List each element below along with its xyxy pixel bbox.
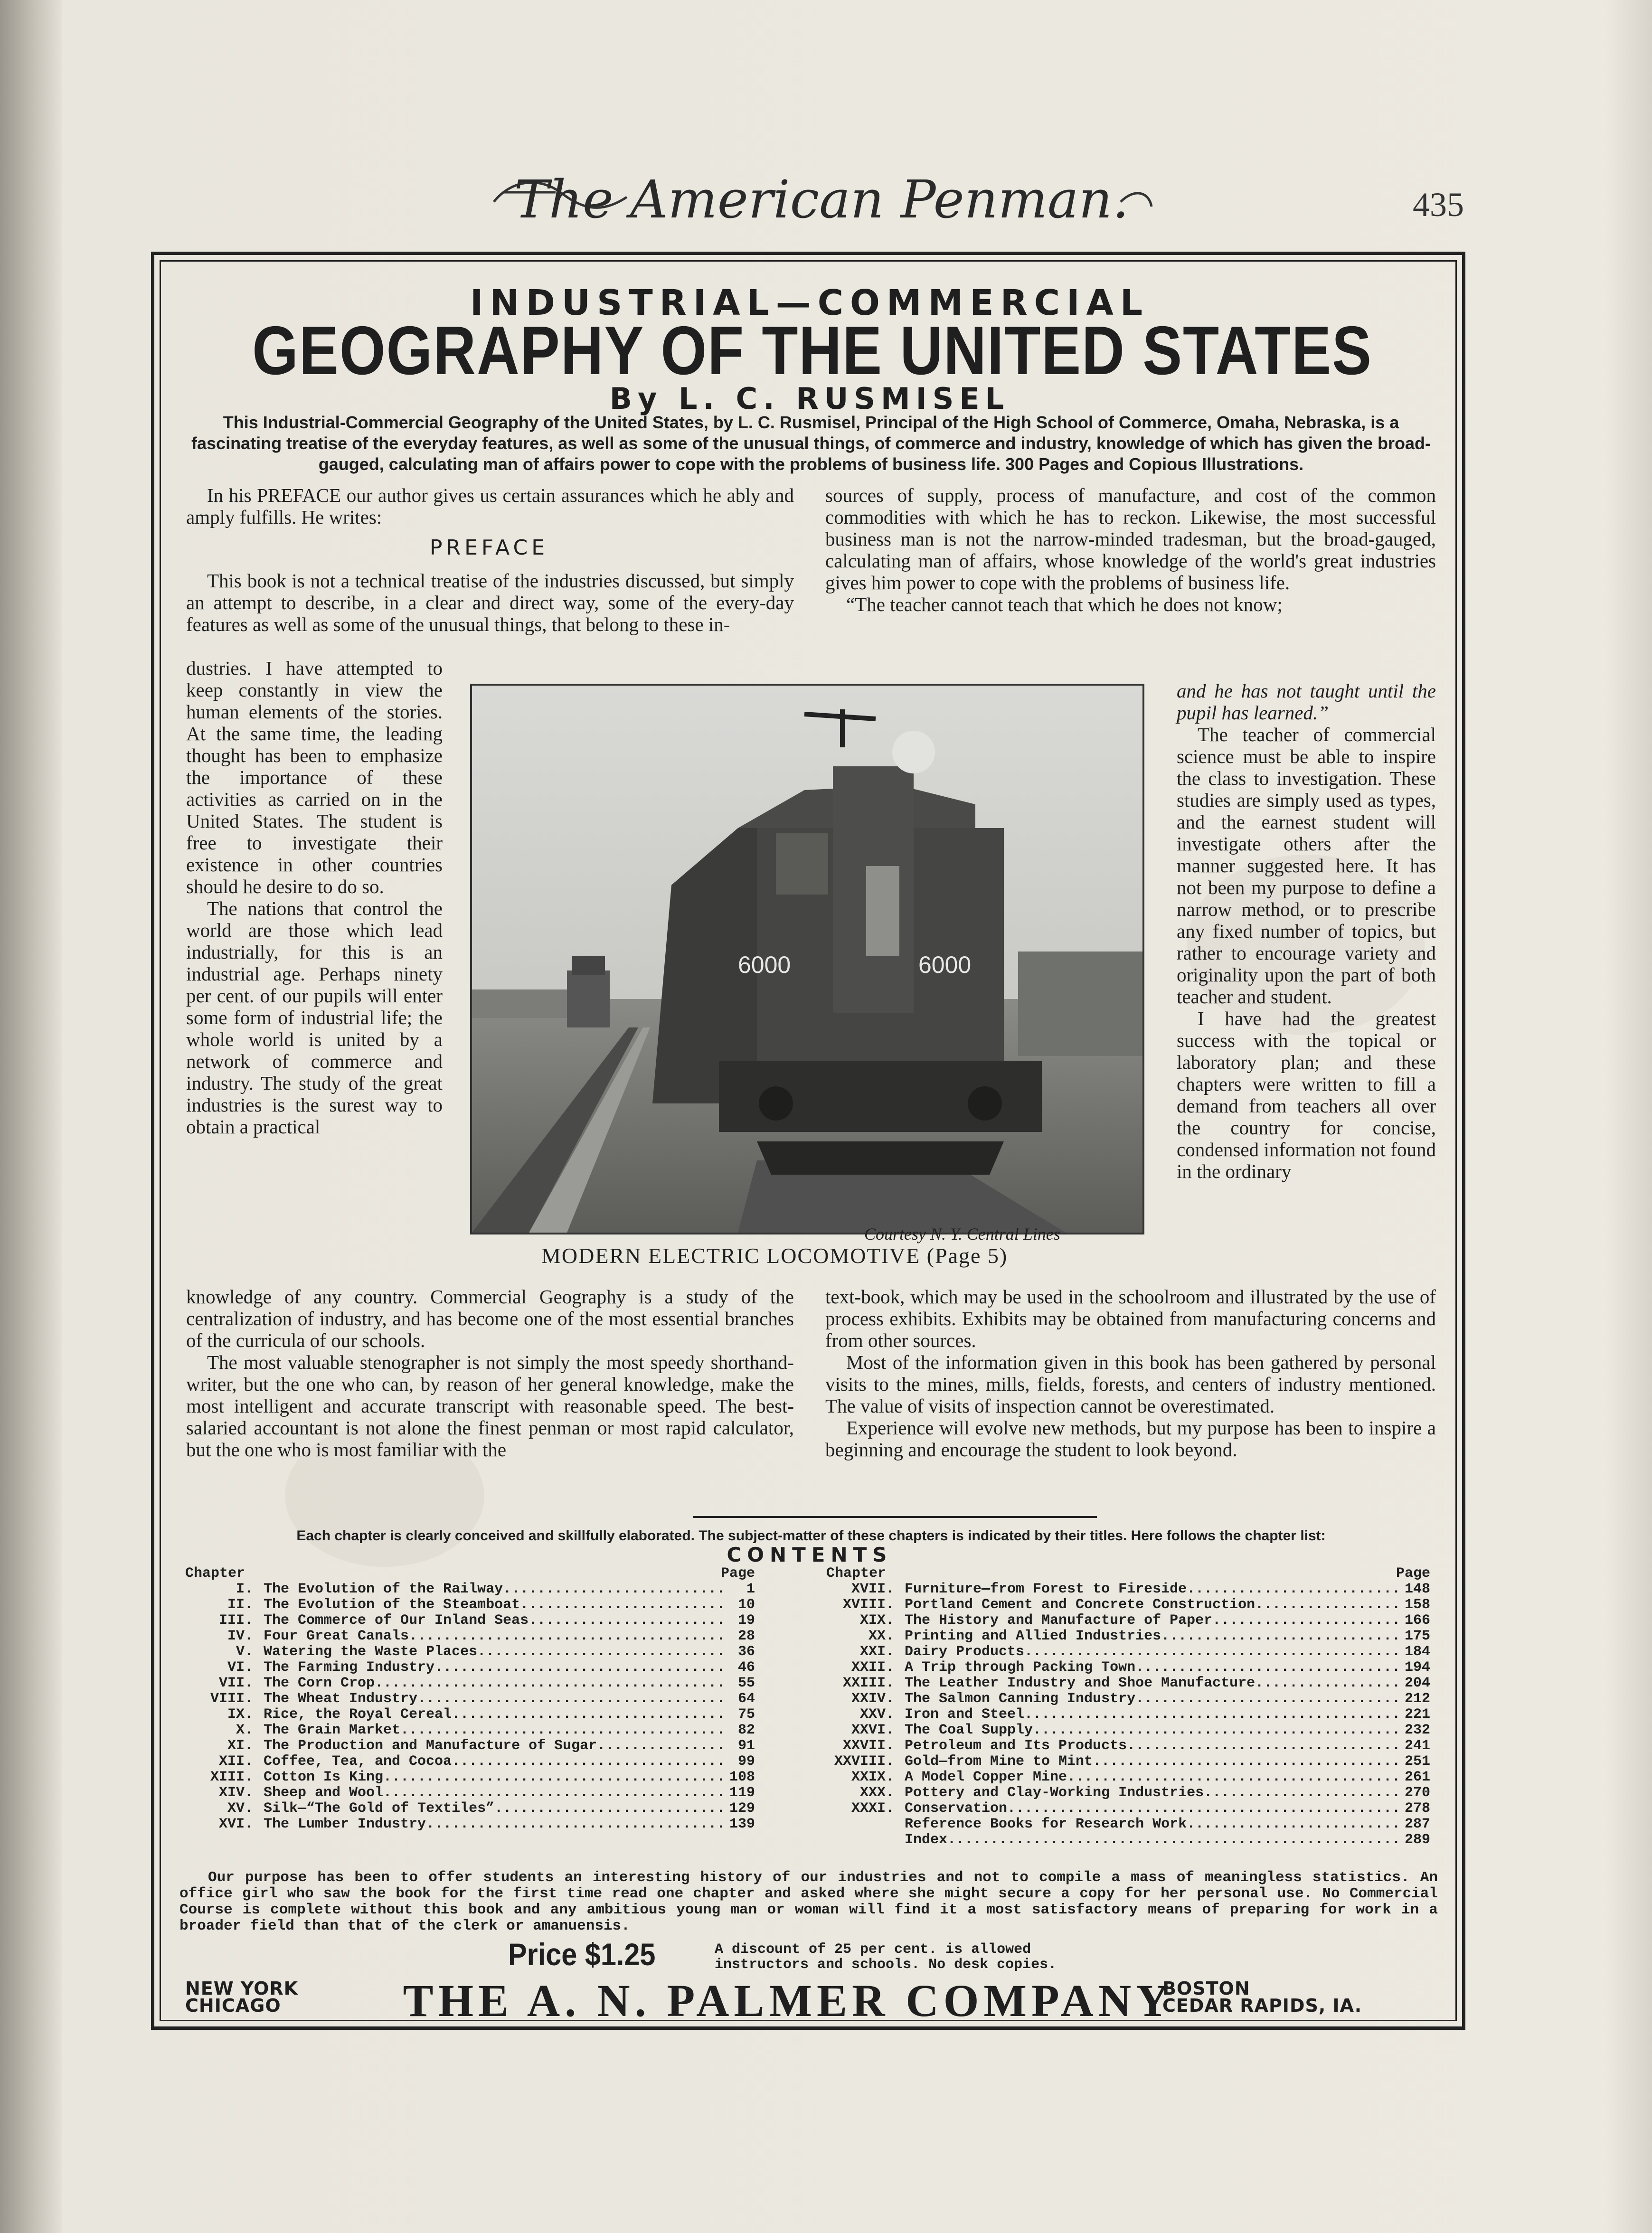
chapter-title: Printing and Allied Industries [905,1628,1161,1644]
chapter-title: The Coal Supply [905,1722,1033,1738]
masthead-title: The American Penman. [514,169,1129,230]
chapter-page: 175 [1404,1628,1430,1644]
toc-row [185,1644,755,1660]
chapter-page: 241 [1404,1738,1430,1754]
toc-row [826,1801,1430,1817]
dot-leader [1127,1738,1402,1754]
toc-row [185,1723,755,1738]
chapter-page: 75 [737,1706,755,1723]
chapter-number: XI. [227,1738,253,1754]
chapter-number: III. [218,1612,253,1629]
chapter-title: The Grain Market [264,1722,401,1738]
chapter-title: The Leather Industry and Shoe Manufacture [905,1675,1256,1691]
chapter-title: The Corn Crop [264,1675,375,1691]
dot-leader [1255,1676,1402,1691]
chapter-number: XIII. [210,1769,253,1785]
toc-row [185,1597,755,1613]
chapter-title: Coffee, Tea, and Cocoa [264,1753,452,1770]
city-boston: BOSTON [1162,1978,1250,1999]
chapter-page: 28 [737,1628,755,1644]
right-bottom-para3: Experience will evolve new methods, but my purpose has been to inspire a beginning and encourage the student to look beyond. [825,1417,1436,1460]
chapter-page: 232 [1404,1722,1430,1738]
chapter-title: The Commerce of Our Inland Seas [264,1612,529,1629]
dot-leader [383,1785,727,1801]
loco-number-left: 6000 [738,952,791,978]
toc-row [185,1660,755,1676]
chapter-number: XV. [227,1800,253,1817]
toc-row [185,1676,755,1691]
chapter-title: Dairy Products [905,1644,1025,1660]
city-cedar-rapids: CEDAR RAPIDS, IA. [1162,1995,1362,2016]
toc-row [826,1707,1430,1723]
toc-row [826,1738,1430,1754]
chapter-title: The Farming Industry [264,1659,435,1676]
toc-row [826,1691,1430,1707]
chapter-page: 148 [1404,1581,1430,1597]
chapter-title: The Production and Manufacture of Sugar [264,1738,597,1754]
right-bottom-block [825,1286,1436,1460]
chapter-number: XXV. [859,1706,894,1723]
toc-row [826,1660,1430,1676]
left-top-text [186,484,794,528]
chapter-title: Four Great Canals [264,1628,409,1644]
chapter-title: Portland Cement and Concrete Construction [905,1597,1256,1613]
photo-caption: MODERN ELECTRIC LOCOMOTIVE (Page 5) [541,1244,1008,1268]
dot-leader [477,1644,727,1660]
left-para1: This book is not a technical treatise of the industries discussed, but simply an attempt to describe, in a clear and direct way, some of the every-day features as well as some of the unusual things, that belong to these in- [186,570,794,635]
chapter-number: X. [236,1722,253,1738]
chapter-number: XXIII. [842,1675,894,1691]
chapter-number: XXI. [859,1644,894,1660]
toc-row [185,1738,755,1754]
chapter-page: 19 [737,1612,755,1629]
dot-leader [520,1597,727,1613]
chapter-page: 1 [746,1581,755,1597]
dot-leader [947,1832,1402,1848]
chapter-page: 55 [737,1675,755,1691]
contents-tagline: Each chapter is clearly conceived and skillfully elaborated. The subject-matter of these chapters is indicated by their titles. Here follows the chapter list: [296,1528,1326,1544]
toc-row [185,1770,755,1785]
preface-intro: In his PREFACE our author gives us certain assurances which he ably and amply fulfills. He writes: [186,484,794,528]
chapter-title: Petroleum and Its Products [905,1738,1127,1754]
toc-row [826,1629,1430,1644]
chapter-page: 91 [737,1738,755,1754]
left-bottom-para2: The most valuable stenographer is not simply the most speedy shorthand-writer, but the one who can, by reason of her general knowledge, make the most intelligent and accurate transcript with reasonable speed. The best-salaried accountant is not alone the finest penman or most rapid calculator, but the one who is most familiar with the [186,1351,794,1460]
city-chicago: CHICAGO [185,1995,281,2016]
chapter-page: 46 [737,1659,755,1676]
chapter-number: VI. [227,1659,253,1676]
chapter-number: II. [227,1597,253,1613]
chapter-title: The Wheat Industry [264,1691,418,1707]
dot-leader [1007,1801,1402,1817]
chapter-page: 289 [1404,1832,1430,1848]
preface-heading: PREFACE [429,536,549,560]
chapter-title: Furniture—from Forest to Fireside [905,1581,1187,1597]
chapter-title: The History and Manufacture of Paper [905,1612,1213,1629]
toc-row [826,1582,1430,1597]
dot-leader [1033,1723,1402,1738]
dot-leader [1255,1597,1402,1613]
eyebrow-heading: INDUSTRIAL—COMMERCIAL [470,283,1149,323]
chapter-page: 36 [737,1644,755,1660]
chapter-number: XXVIII. [834,1753,894,1770]
chapter-title: Rice, the Royal Cereal [264,1706,452,1723]
chapter-number: VII. [218,1675,253,1691]
dot-leader [409,1629,727,1644]
left-bottom-block [186,1286,794,1460]
city-new-york: NEW YORK [185,1978,299,1999]
chapter-title: Reference Books for Research Work [905,1816,1187,1832]
toc-row [826,1723,1430,1738]
toc-row [185,1754,755,1770]
right-narrow-block [1177,680,1436,1182]
dot-leader [426,1817,727,1832]
chapter-title: Conservation [905,1800,1008,1817]
toc-row [185,1582,755,1597]
contents-heading: CONTENTS [727,1543,893,1566]
chapter-number: XVIII. [842,1597,894,1613]
toc-row [826,1785,1430,1801]
page-number: 435 [1413,186,1464,224]
chapter-title: Index [905,1832,948,1848]
dot-leader [1204,1785,1402,1801]
dot-leader [503,1582,727,1597]
toc-row [185,1691,755,1707]
right-narrow-para2: I have had the greatest success with the topical or laboratory plan; and these chapters were written to fill a demand from teachers all over the country for concise, condensed information not found in the ordinary [1177,1008,1436,1182]
chapter-number: XIV. [218,1785,253,1801]
chapter-number: XXIX. [851,1769,894,1785]
chapter-number: V. [236,1644,253,1660]
chapter-page: 64 [737,1691,755,1707]
left-narrow-block [186,657,443,1138]
chapter-title: Silk—“The Gold of Textiles” [264,1800,495,1817]
left-bottom-para1: knowledge of any country. Commercial Geography is a study of the centralization of industry, and has become one of the most essential branches of the curricula of our schools. [186,1286,794,1351]
chapter-label: Chapter [185,1565,245,1582]
chapter-number: XXX. [859,1785,894,1801]
dot-leader [597,1738,727,1754]
discount-line-1: A discount of 25 per cent. is allowed [715,1941,1031,1958]
separator-rule [693,1516,1097,1518]
chapter-page: 184 [1404,1644,1430,1660]
dot-leader [494,1801,727,1817]
dot-leader [1187,1582,1402,1597]
chapter-title: Watering the Waste Places [264,1644,478,1660]
toc-row [185,1801,755,1817]
cities-right [1162,1980,1362,2014]
chapter-page: 99 [737,1753,755,1770]
dot-leader [375,1676,727,1691]
chapter-page: 261 [1404,1769,1430,1785]
dot-leader [1212,1613,1402,1629]
chapter-page: 287 [1404,1816,1430,1832]
chapter-page: 158 [1404,1597,1430,1613]
locomotive-photo [470,684,1144,1234]
dot-leader [452,1754,727,1770]
chapter-page: 129 [729,1800,755,1817]
chapter-title: Sheep and Wool [264,1785,384,1801]
chapter-title: Gold—from Mine to Mint [905,1753,1093,1770]
right-top-para1: sources of supply, process of manufacture, and cost of the common commodities with which he has to reckon. Likewise, the most successful business man is not the narrow-minded tradesman, but the broad-gauged, calculating man of affairs, whose knowledge of the world's great industries gives him power to cope with the problems of business life. [825,484,1436,594]
intro-paragraph: This Industrial-Commercial Geography of the United States, by L. C. Rusmisel, Principal of the High School of Commerce, Omaha, Nebraska, is a fascinating treatise of the everyday features, as well as some of the unusual things, of commerce and industry, knowledge of which has given the broad-gauged, calculating man of affairs power to cope with the problems of business life. 300 Pages and Copious Illustrations. [191,413,1431,474]
discount-line-2: instructors and schools. No desk copies. [715,1957,1057,1973]
publisher-name: THE A. N. PALMER COMPANY [403,1975,1174,2026]
right-narrow-para1: The teacher of commercial science must be able to inspire the class to investigation. These studies are simply used as types, and the earnest student will investigate others after the manner suggested here. It has not been my purpose to define a narrow method, or to prescribe any fixed number of topics, but rather to encourage variety and originality upon the part of both teacher and student. [1177,724,1436,1008]
chapter-title: Cotton Is King [264,1769,384,1785]
chapter-number: XIX. [859,1612,894,1629]
chapter-title: The Salmon Canning Industry [905,1691,1136,1707]
left-narrow-para2: The nations that control the world are those which lead industrially, for this is an industrial age. Perhaps ninety per cent. of our pupils will enter some form of industrial life; the whole world is united by a network of commerce and industry. The study of the great industries is the surest way to obtain a practical [186,897,443,1138]
chapter-number: XXVI. [851,1722,894,1738]
chapter-title: A Model Copper Mine [905,1769,1067,1785]
chapter-number: XXVII. [842,1738,894,1754]
dot-leader [417,1691,727,1707]
page-spine-shadow [0,0,62,2233]
chapter-page: 204 [1404,1675,1430,1691]
right-top-para2: “The teacher cannot teach that which he does not know; [846,594,1283,615]
dot-leader [1067,1770,1402,1785]
left-narrow-para1: dustries. I have attempted to keep constantly in view the human elements of the stories. At the same time, the leading thought has been to emphasize the importance of these activities as carried on in the United States. The student is free to investigate their existence in other countries should he desire to do so. [186,657,443,897]
toc-row [826,1770,1430,1785]
page-label: Page [720,1565,755,1582]
page-label: Page [1396,1565,1430,1582]
toc-row [826,1613,1430,1629]
toc-row [826,1644,1430,1660]
toc-row [826,1832,1430,1848]
chapter-number: IV. [227,1628,253,1644]
toc-right-column [826,1566,1430,1848]
discount-note [715,1942,1057,1972]
chapter-number: XX. [868,1628,894,1644]
chapter-page: 119 [729,1785,755,1801]
toc-row [826,1597,1430,1613]
toc-left-column [185,1566,755,1832]
cities-left [185,1980,298,2014]
chapter-page: 82 [737,1722,755,1738]
chapter-number: I. [236,1581,253,1597]
dot-leader [1187,1817,1402,1832]
chapter-title: Pottery and Clay-Working Industries [905,1785,1204,1801]
chapter-number: IX. [227,1706,253,1723]
chapter-page: 212 [1404,1691,1430,1707]
dot-leader [1135,1691,1402,1707]
loco-number-right: 6000 [918,952,972,978]
photo-credit: Courtesy N. Y. Central Lines [864,1225,1060,1244]
chapter-page: 10 [737,1597,755,1613]
chapter-number: XXII. [851,1659,894,1676]
chapter-page: 251 [1404,1753,1430,1770]
dot-leader [434,1660,727,1676]
chapter-title: The Lumber Industry [264,1816,426,1832]
dot-leader [383,1770,727,1785]
dot-leader [1161,1629,1402,1644]
toc-row [185,1817,755,1832]
dot-leader [1024,1707,1402,1723]
chapter-page: 270 [1404,1785,1430,1801]
book-title: GEOGRAPHY OF THE UNITED STATES [252,312,1372,389]
right-top-block [825,484,1436,615]
chapter-page: 221 [1404,1706,1430,1723]
promo-paragraph: Our purpose has been to offer students an interesting history of our industries and not to compile a mass of meaningless statistics. An office girl who saw the book for the first time read one chapter and asked where she might secure a copy for her personal use. No Commercial Course is complete without this book and any ambitious young man or woman will find it a most satisfactory means of preparing for work in a broader field than that of the clerk or amanuensis. [179,1869,1438,1934]
chapter-title: The Evolution of the Railway [264,1581,503,1597]
right-bottom-para2: Most of the information given in this book has been gathered by personal visits to the mines, mills, fields, forests, and centers of industry mentioned. The value of visits of inspection cannot be overestimated. [825,1351,1436,1417]
chapter-number: XVI. [218,1816,253,1832]
chapter-page: 278 [1404,1800,1430,1817]
chapter-number: VIII. [210,1691,253,1707]
chapter-page: 108 [729,1769,755,1785]
chapter-page: 139 [729,1816,755,1832]
chapter-title: Iron and Steel [905,1706,1025,1723]
toc-row [185,1613,755,1629]
toc-row [826,1676,1430,1691]
toc-row [185,1629,755,1644]
chapter-title: A Trip through Packing Town [905,1659,1136,1676]
chapter-number: XXXI. [851,1800,894,1817]
right-italic-quote: and he has not taught until the pupil has learned.” [1177,680,1436,724]
chapter-label: Chapter [826,1565,887,1582]
dot-leader [1093,1754,1402,1770]
chapter-number: XXIV. [851,1691,894,1707]
locomotive-illustration [472,686,1142,1233]
chapter-number: XVII. [851,1581,894,1597]
right-bottom-para1: text-book, which may be used in the schoolroom and illustrated by the use of process exhibits. Exhibits may be obtained from manufacturing concerns and from other sources. [825,1286,1436,1351]
dot-leader [452,1707,727,1723]
chapter-title: The Evolution of the Steamboat [264,1597,520,1613]
toc-row [185,1785,755,1801]
author-line: By L. C. RUSMISEL [609,381,1010,416]
dot-leader [1024,1644,1402,1660]
dot-leader [529,1613,727,1629]
price-label: Price $1.25 [508,1937,656,1972]
dot-leader [400,1723,727,1738]
toc-row [185,1707,755,1723]
chapter-page: 194 [1404,1659,1430,1676]
chapter-page: 166 [1404,1612,1430,1629]
left-para1-block [186,570,794,635]
chapter-number: XII. [218,1753,253,1770]
toc-row [826,1817,1430,1832]
toc-row [826,1754,1430,1770]
dot-leader [1135,1660,1402,1676]
